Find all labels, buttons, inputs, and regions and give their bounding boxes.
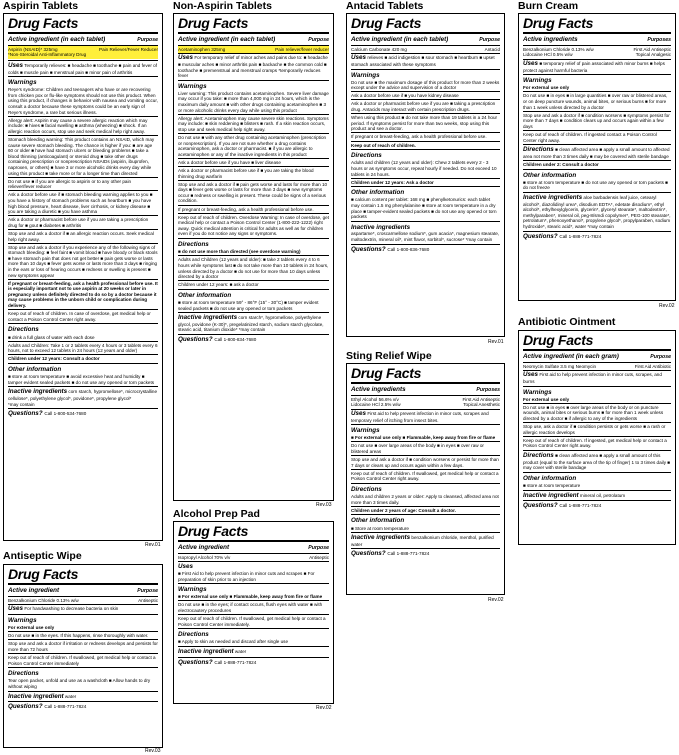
active-ingredient-rows (351, 396, 500, 410)
warnings-heading: Warnings (178, 586, 207, 594)
purpose-label: Purpose (137, 588, 158, 595)
warning-stop-use: Stop use, ask a doctor if ■ condition persists or gets worse ■ a rash or allergic reaction develops (523, 422, 671, 435)
active-ingredient-label: Active ingredient (in each gram) (523, 353, 619, 360)
questions-line (8, 701, 158, 711)
directions-heading: Directions (8, 326, 39, 334)
purpose-label: Purpose (650, 354, 671, 361)
other-info-heading: Other information (178, 291, 232, 299)
other-info-text: ■ store at room temperature 59° - 86°F (15° - 30°C) ■ tamper evident sealed packets ■ do not use any opened or torn packets (178, 299, 319, 311)
warning-external: ■ For external use only ■ Flammable, keep away from fire or flame (178, 594, 323, 600)
ingredient-name: Isopropyl Alcohol 70% v/v (178, 554, 231, 560)
warning-do-not-use: Do not use ■ with any other drug containing acetaminophen (prescription or nonprescription). If you are not sure whether a drug contains acetaminophen, ask a doctor or pharmacist. ■ if you are allergic to acetaminophen or any of the inactive ingredients in this product (178, 133, 329, 157)
directions-line-2: Children under 2: Consult a doctor (523, 160, 671, 168)
alcohol-section-title: Alcohol Prep Pad (173, 508, 260, 520)
directions-line-2: Children under 2 years of age: Consult a doctor. (351, 506, 500, 514)
other-info-text: ■ store at room temperature ■ do not use any opened or torn packets ■ do not freeze (523, 179, 668, 191)
drug-facts-heading: Drug Facts (523, 16, 671, 34)
ingredient-purpose: Topical Anesthetic (463, 402, 500, 408)
antibiotic-section-title: Antibiotic Ointment (518, 316, 616, 328)
inactive-text: corn starch*, hypromellose, polyethylene glycol, povidone (K-30)*, pregelatinized starch, sodium starch glycolate, stearic acid, titanium dioxide* *may contain (178, 315, 324, 333)
active-ingredient-row (523, 363, 671, 372)
active-ingredient-label: Active ingredient (178, 544, 230, 551)
drug-facts-heading: Drug Facts (351, 366, 500, 384)
warning-allergy: Allergy alert: Aspirin may cause a severe allergic reaction which may include: ■ hives ■ facial swelling ■ asthma (wheezing) ■ shock. If an allergic reaction occurs, stop use and seek medical help right away. (8, 116, 158, 135)
other-info-heading: Other information (523, 171, 577, 179)
directions-line-1: Adults and children 2 years or older: Apply to cleansed, affected area not more than 3 times daily. (351, 494, 499, 505)
directions-heading: Directions (351, 152, 382, 160)
warnings-heading: Warnings (523, 388, 552, 396)
questions-phone: Call 1-888-771-7824 (559, 233, 602, 239)
inactive-note: *may contain (8, 401, 35, 407)
active-ingredient-row (351, 46, 500, 55)
revision-label: Rev.02 (316, 705, 332, 711)
warning-ask-doctor: Ask a doctor before use if ■ you have kidney disease (351, 91, 500, 99)
warning-stop-use-bleeding: Stop use and ask a doctor if you experience any of the following signs of stomach bleeding: ■ feel faint ■ vomit blood ■ have bloody or black stools ■ have stomach pain that does not get better ■ pain gets worse or lasts more than 10 days ■ fever gets worse or lasts more than 3 days ■ ringing in the ears or loss of hearing occurs ■ redness or swelling is present ■ new symptoms appear (8, 244, 158, 278)
warning-reyes: Reye's syndrome: Children and teenagers who have or are recovering from chicken pox or flu-like symptoms should not use this product. When using this product, if changes in behavior with nausea and vomiting occur, consult a doctor because these symptoms could be an early sign of Reye's syndrome, a rare but serious illness. (8, 87, 158, 115)
warning-stop-use: Stop use and ask a doctor if irritation or redness develops and persists for more than 72 hours (8, 641, 158, 652)
questions-line (351, 548, 500, 558)
warning-do-not-use: Do not use ■ if you are allergic to aspirin or to any other pain reliever/fever reducer (8, 177, 158, 190)
directions-line-1: ■ do not use more than directed (see overdose warning) (178, 249, 301, 255)
directions-heading: Directions (351, 485, 382, 493)
questions-line (523, 231, 671, 241)
uses-text: First aid to help prevent infection in minor cuts, scrapes, and burns (523, 372, 662, 384)
active-ingredient-header (8, 587, 158, 597)
purpose-label: Purposes (647, 37, 671, 44)
directions-heading: Directions (523, 146, 554, 154)
inactive-heading: Inactive ingredients (351, 223, 411, 231)
wipe-drug-facts-panel (3, 564, 163, 748)
ingredient-name: Aspirin (NSAID)* 325mg (8, 46, 58, 52)
other-info-text: ■ calcium content per tablet: 168 mg ■ phenylketonurics: each tablet may contain 1.5 mg phenylalanine ■ store at room temperature in a dry place ■ tamper-evident sealed packets ■ do not use any opened or torn packets (351, 197, 497, 220)
active-ingredient-header (351, 36, 500, 46)
questions-line (178, 334, 329, 344)
uses-text: For temporary relief of minor aches and pains due to: ■ headache ■ muscular aches ■ minor arthritis pain ■ backache ■ the common cold ■ toothache ■ premenstrual and menstrual cramps *temporarily reduces fever (178, 55, 328, 79)
uses-text: For handwashing to decrease bacteria on skin (24, 606, 119, 612)
antibiotic-drug-facts-panel (518, 330, 676, 545)
revision-label: Rev.02 (488, 597, 504, 603)
directions-line-1: Adults and children (12 years and older): Chew 2 tablets every 2 - 3 hours or as symptoms occur, repeat hourly if needed. Do not exceed 10 tablets in 24 hours. (351, 160, 497, 177)
questions-phone: Call 1-800-836-7680 (387, 246, 430, 252)
questions-label: Questions? (351, 550, 386, 558)
active-ingredient-header (351, 386, 500, 396)
uses-text: relieves ■ acid indigestion ■ sour stomach ■ heartburn ■ upset stomach associated with these symptoms (351, 55, 495, 67)
alcohol-drug-facts-panel (173, 521, 334, 704)
purpose-label: Purpose (308, 37, 329, 44)
uses-heading: Uses (178, 54, 194, 62)
directions-line-2: Adults and Children: Take 1 or 2 tablets every 4 hours or 3 tablets every 6 hours, not to exceed 12 tablets in 24 hours (12 years and older) (8, 342, 158, 354)
nonaspirin-drug-facts-panel (173, 13, 334, 501)
uses-heading: Uses (523, 371, 539, 379)
other-info-heading: Other information (351, 189, 405, 197)
inactive-text: mineral oil, petrolatum (579, 492, 626, 498)
revision-label: Rev.02 (659, 303, 675, 309)
ingredient-purpose: First Aid Antiseptic (462, 396, 500, 402)
sting-section-title: Sting Relief Wipe (346, 350, 432, 362)
warning-stop-use: Stop use and ask a doctor if ■ condition worsens or persist for more than 7 days or clears up and occurs again within a few days. (351, 457, 499, 468)
inactive-heading: Inactive ingredients (523, 193, 583, 201)
active-ingredient-header (178, 36, 329, 46)
other-info-text: ■ Store at room temperature (351, 525, 409, 531)
warning-stomach-bleeding: Stomach bleeding warning: This product contains an NSAID, which may cause severe stomach bleeding. The chance is higher if you: ■ are age 60 or older ■ have had stomach ulcers or bleeding problems ■ take a blood thinning (anticoagulant) or steroid drug ■ take other drugs containing prescription or nonprescription NSAIDs (aspirin, ibuprofen, naproxen, or others) ■ have 3 or more alcoholic drinks every day while using this product ■ take more or for a longer time than directed (8, 135, 158, 176)
ingredient-name: Benzalkonium Chloride 0.13% w/w (523, 46, 594, 52)
burn-section-title: Burn Cream (518, 0, 579, 12)
uses-heading: Uses (8, 605, 24, 613)
inactive-heading: Inactive ingredient (178, 648, 234, 656)
inactive-text: aloe barbadensis leaf juice, cetearyl alcohol*, diazolidinyl urea*, disodium EDTA*, edetate disodium*, ethyl alcohol*, ethylhexylglycerin, glycerin*, glyceryl stearate*, maltodextrin*, methylparaben*, mineral oil, peg-8/smdi copolymer*, PEG-100 stearate*, petrolatum*, phenoxyethanol*, propylene glycol*, propylparaben, sodium hydroxide*, stearic acid*, water *may contain (523, 194, 671, 229)
active-ingredient-label: Active ingredient (in each tablet) (178, 36, 276, 43)
warning-liver: Liver warning: This product contains acetaminophen. Severe liver damage may occur if you take: ■ more than 4,000 mg in 24 hours, which is the maximum daily amount ■ with other drugs containing acetaminophen ■ 3 or more alcoholic drinks every day while using this product (178, 90, 329, 113)
antacid-section-title: Antacid Tablets (346, 0, 424, 12)
warnings-heading: Warnings (351, 71, 380, 79)
warning-do-not-use: Do not use ■ the maximum dosage of this product for more than 2 weeks except under the advice and supervision of a doctor (351, 79, 500, 91)
warning-external: ■ For external use only ■ Flammable, keep away from fire or flame (351, 435, 496, 441)
drug-facts-heading: Drug Facts (351, 16, 500, 34)
other-info-text: ■ store at room temperature ■ avoid excessive heat and humidity ■ tamper evident sealed packets ■ do not use any opened or torn packets (8, 374, 155, 385)
warning-ask-pharmacist: Ask a doctor or pharmacist before use if ■ you are taking the blood thinning drug warfarin (178, 166, 329, 179)
warning-keep-out: Keep out of reach of children. If swallowed, get medical help or contact a Poison Control Center immediately. (178, 614, 329, 627)
questions-label: Questions? (178, 336, 213, 343)
directions-line-2: Children under 12 years: Ask a doctor (351, 178, 500, 186)
warning-pregnant: If pregnant or breast-feeding, ask a health professional before use. It is especially important not to use aspirin at 20 weeks or later in pregnancy unless definitely directed to do so by a doctor because it may cause problems in the unborn child or complication during delivery. (8, 280, 158, 309)
active-ingredient-header (178, 544, 329, 554)
warning-keep-out: Keep out of reach of children. If ingested, get medical help or contact a Poison Control Center right away. (523, 436, 671, 449)
ingredient-purpose: First Aid Antiseptic (633, 46, 671, 52)
directions-line-1: ■ clean affected area ■ apply a small amount to affected area not more than 3 times daily ■ may be covered with sterile bandage (523, 147, 670, 159)
questions-label: Questions? (523, 232, 558, 240)
warning-ask-pharmacist: Ask a doctor or pharmacist before use if you are ■ taking a prescription drug. Antacids may interact with certain prescription drugs. (351, 99, 500, 112)
warning-ask-pharmacist: Ask a doctor or pharmacist before use if you are taking a prescription drug for ■ gout ■ diabetes ■ arthritis (8, 215, 158, 228)
inactive-heading: Inactive ingredients (8, 388, 68, 396)
questions-phone: Call 1-800-534-7680 (44, 411, 87, 417)
other-info-heading: Other information (351, 517, 405, 525)
drug-facts-heading: Drug Facts (8, 16, 158, 34)
ingredient-name: Lidocaine HCl 2.5% w/w (351, 402, 401, 408)
nonaspirin-section-title: Non-Aspirin Tablets (173, 0, 272, 12)
antacid-drug-facts-panel (346, 13, 505, 337)
warning-keep-out: Keep out of reach of children. (351, 141, 500, 149)
ingredient-purpose: First Aid Antibiotic (634, 363, 671, 369)
other-info-heading: Other information (523, 474, 577, 482)
directions-heading: Directions (178, 631, 209, 639)
wipe-section-title: Antiseptic Wipe (3, 550, 82, 562)
questions-line (351, 244, 500, 254)
warning-keep-out: Keep out of reach of children. In case of overdose, get medical help or contact a Poison Control Center right away. (8, 309, 158, 322)
aspirin-drug-facts-panel (3, 13, 163, 541)
uses-heading: Uses (523, 59, 539, 67)
inactive-text: aspartame*, croscarmellose sodium*, gum acacia*, magnesium stearate, maltodextrin, mineral oil*, mint flavor, sorbitol*, sucrose* *may contain (351, 231, 500, 242)
questions-phone: Call 1-888-771-7824 (559, 503, 602, 509)
inactive-text: corn starch, hypromellose*, microcrystalline cellulose*, polyethylene glycol*, povidone*, propylene glycol* (8, 389, 158, 401)
other-info-heading: Other information (8, 365, 62, 373)
warnings-heading: Warnings (351, 427, 380, 435)
purpose-label: Purpose (137, 37, 158, 44)
ingredient-note: *Non-Steroidal Anti-Inflammatory Drug (8, 52, 87, 58)
warning-do-not-use: Do not use ■ in the eyes; if contact occurs, flush eyes with water ■ with electrocautery procedures (178, 600, 329, 613)
questions-label: Questions? (351, 245, 386, 253)
drug-facts-heading: Drug Facts (523, 333, 671, 351)
directions-line-3: Children under 12 years: Consult a doctor (8, 354, 158, 362)
questions-line (8, 408, 158, 418)
questions-phone: Call 1-888-771-7824 (214, 659, 257, 665)
active-ingredient-header (523, 353, 671, 363)
questions-phone: Call 1-800-834-7680 (214, 337, 257, 342)
warnings-heading: Warnings (523, 77, 552, 85)
active-ingredient-label: Active ingredient (in each tablet) (351, 36, 449, 43)
uses-text: First aid to help prevent infection in minor cuts, scrapes and temporary relief of itching from insect bites. (351, 410, 489, 423)
questions-label: Questions? (8, 703, 43, 711)
inactive-heading: Inactive ingredient (8, 692, 64, 700)
ingredient-name: Acetaminophen 325mg (178, 46, 226, 52)
ingredient-name: Benzalkonium Chloride 0.13% w/w (8, 597, 79, 603)
warning-external: For external use only (523, 85, 570, 91)
ingredient-name: Calcium Carbonate 420 mg (351, 46, 407, 52)
ingredient-purpose: Antacid (484, 46, 500, 52)
drug-facts-heading: Drug Facts (178, 16, 329, 34)
purpose-label: Purposes (476, 387, 500, 394)
ingredient-purpose: Antiseptic (138, 597, 158, 603)
warning-pregnant: If pregnant or breast-feeding, ask a health professional before use. (178, 205, 329, 213)
active-ingredient-label: Active ingredient (8, 587, 60, 594)
warning-keep-out: Keep out of reach of children. Overdose Warning: In case of overdose, get medical help or contact a Poison Control Center (1-800-222-1222) right away. Quick medical attention is critical for adults as well as for children even if you do not notice any signs or symptoms. (178, 214, 329, 237)
questions-line (178, 657, 329, 667)
purpose-label: Purpose (308, 545, 329, 552)
active-ingredient-header (523, 36, 671, 46)
warning-do-not-use: Do not use ■ over large areas of the body ■ in eyes ■ over raw or blistered areas (351, 441, 500, 454)
uses-heading: Uses (351, 409, 367, 417)
ingredient-name: Ethyl Alcohol 56.6% v/v (351, 396, 399, 402)
uses-heading: Uses (351, 54, 367, 62)
purpose-label: Purpose (479, 37, 500, 44)
ingredient-purpose: Antiseptic (309, 554, 329, 560)
questions-phone: Call 1-888-771-7824 (44, 704, 87, 710)
active-ingredient-row (8, 597, 158, 606)
warning-allergy: Allergy alert: Acetaminophen may cause severe skin reactions. Symptoms may include: ■ skin reddening ■ blisters ■ rash. If a skin reaction occurs, stop use and seek medical help right away. (178, 115, 329, 132)
warning-stop-use: Stop use and ask a doctor if ■ an allergic reaction occurs. Seek medical help right away. (8, 229, 158, 242)
revision-label: Rev.03 (145, 748, 161, 754)
directions-line-3: Children under 12 years: ■ ask a doctor (178, 280, 329, 288)
burn-drug-facts-panel (518, 13, 676, 301)
warning-external: For external use only (8, 625, 55, 631)
active-ingredient-row (8, 46, 158, 59)
ingredient-purpose: Topical Analgesic (635, 52, 671, 58)
drug-facts-heading: Drug Facts (178, 524, 329, 542)
other-info-text: ■ store at room temperature (523, 482, 581, 488)
questions-label: Questions? (8, 410, 43, 418)
directions-heading: Directions (523, 451, 554, 459)
warning-when-using: When using this product ■ do not take more than 19 tablets in a 24 hour period. If symptoms persist for more than two weeks, stop using this product and see a doctor. (351, 113, 500, 132)
uses-text: ■ First Aid to help prevent infection in minor cuts and scrapes ■ For preparation of skin prior to an injection (178, 570, 315, 582)
directions-heading: Directions (8, 670, 39, 678)
ingredient-purpose: Pain reliever/fever reducer (275, 46, 329, 52)
active-ingredient-row (178, 46, 329, 55)
revision-label: Rev.01 (145, 542, 161, 548)
warning-stop-use: Stop use and ask a doctor if ■ pain gets worse and lasts for more than 10 days ■ fever gets worse or lasts for more than 3 days ■ new symptoms occur ■ redness or swelling is present. These could be signs of a serious condition. (178, 181, 328, 204)
warnings-heading: Warnings (178, 82, 207, 90)
ingredient-name: Lidocaine HCl 0.5% w/w (523, 52, 573, 58)
directions-line-2: Adults and Children (12 years and older): ■ take 2 tablets every 4 to 6 hours while symptoms last ■ do not take more than 10 tablets in 24 hours, unless directed by a doctor ■ do not use for more than 10 days unless directed by a doctor (178, 257, 329, 280)
active-ingredient-label: Active ingredient (in each tablet) (8, 36, 106, 43)
inactive-text: water (234, 649, 247, 655)
ingredient-purpose: Pain Reliever/Fever Reducer (99, 46, 158, 52)
warning-keep-out: Keep out of reach of children. If swallowed, get medical help or contact a Poison Control Center immediately (8, 653, 158, 666)
warning-keep-out: Keep out of reach of children. If ingested contact a Poison Control Center right away. (523, 130, 671, 143)
warnings-heading: Warnings (8, 616, 37, 624)
questions-phone: Call 1-888-771-7824 (387, 551, 430, 557)
questions-label: Questions? (523, 502, 558, 510)
questions-line (523, 500, 671, 510)
revision-label: Rev.03 (316, 502, 332, 508)
uses-text: ■ temporary relief of pain associated with minor burns ■ helps protect against harmful bacteria (523, 60, 665, 73)
uses-heading: Uses (178, 563, 194, 571)
inactive-text: benzalkonium chloride, menthol, purified water (351, 535, 494, 547)
warning-do-not-use: Do not use ■ in eyes ■ in large quantities ■ over raw or blistered areas, or on deep puncture wounds, animal bites, or serious burns ■ for more than 1 week unless directed by a doctor (523, 91, 671, 110)
active-ingredient-rows (523, 46, 671, 60)
warning-pregnant: If pregnant or breast-feeding, ask a health professional before use. (351, 132, 500, 140)
active-ingredient-label: Active ingredients (351, 386, 406, 393)
warning-keep-out: Keep out of reach of children. If swallowed, get medical help or contact a Poison Control Center right away. (351, 470, 499, 482)
warning-do-not-use: Do not use ■ in the eyes. If this happens, rinse thoroughly with water. (8, 631, 158, 639)
directions-text: Tear open packet, unfold and use as a washcloth ■ Allow hands to dry without wiping (8, 678, 151, 689)
directions-heading: Directions (178, 241, 209, 249)
active-ingredient-header (8, 36, 158, 46)
aspirin-section-title: Aspirin Tablets (3, 0, 79, 12)
sting-drug-facts-panel (346, 363, 505, 595)
inactive-heading: Inactive ingredient (523, 491, 579, 499)
warning-ask-doctor: Ask a doctor before use if you have ■ liver disease (178, 158, 329, 166)
uses-heading: Uses (8, 61, 24, 69)
directions-text: ■ Apply to skin as needed and discard after single use (178, 639, 289, 645)
warning-external: For external use only (523, 396, 570, 402)
inactive-heading: Inactive ingredients (178, 314, 238, 322)
active-ingredient-label: Active ingredients (523, 36, 578, 43)
warnings-heading: Warnings (8, 79, 37, 87)
uses-text: Temporarily relieves: ■ headache ■ toothache ■ pain and fever of colds ■ muscle pain ■ menstrual pain ■ minor pain of arthritis (8, 62, 157, 75)
active-ingredient-row (178, 554, 329, 563)
warning-do-not-use: Do not use ■ in eyes ■ over large areas of the body or on puncture wounds, animal bites or serious burns ■ for more than 1 week unless directed by a doctor ■ if allergic to any of the ingredients (523, 403, 671, 422)
warning-stop-use: Stop use and ask a doctor if ■ condition worsens ■ symptoms persist for more than 7 days ■ condition clears up and occurs again within a few days (523, 112, 670, 129)
revision-label: Rev.01 (488, 339, 504, 345)
warning-ask-doctor: Ask a doctor before use if ■ stomach bleeding warning applies to you ■ you have a history of stomach problems such as heartburn ■ you have high blood pressure, heart disease, liver cirrhosis, or kidney disease ■ you are taking a diuretic ■ you have asthma (8, 190, 158, 214)
inactive-heading: Inactive ingredients (351, 534, 411, 542)
drug-facts-heading: Drug Facts (8, 567, 158, 585)
ingredient-name: Neomycin Sulfate 3.5 mg Neomycin (523, 363, 597, 369)
questions-label: Questions? (178, 658, 213, 666)
directions-text: ■ clean affected area ■ apply a small amount of this product (equal to the surface area of the tip of finger) 1 to 3 times daily ■ may cover with sterile bandage (523, 452, 671, 471)
directions-line-1: ■ drink a full glass of water with each dose (8, 334, 95, 340)
inactive-text: water (64, 693, 77, 699)
